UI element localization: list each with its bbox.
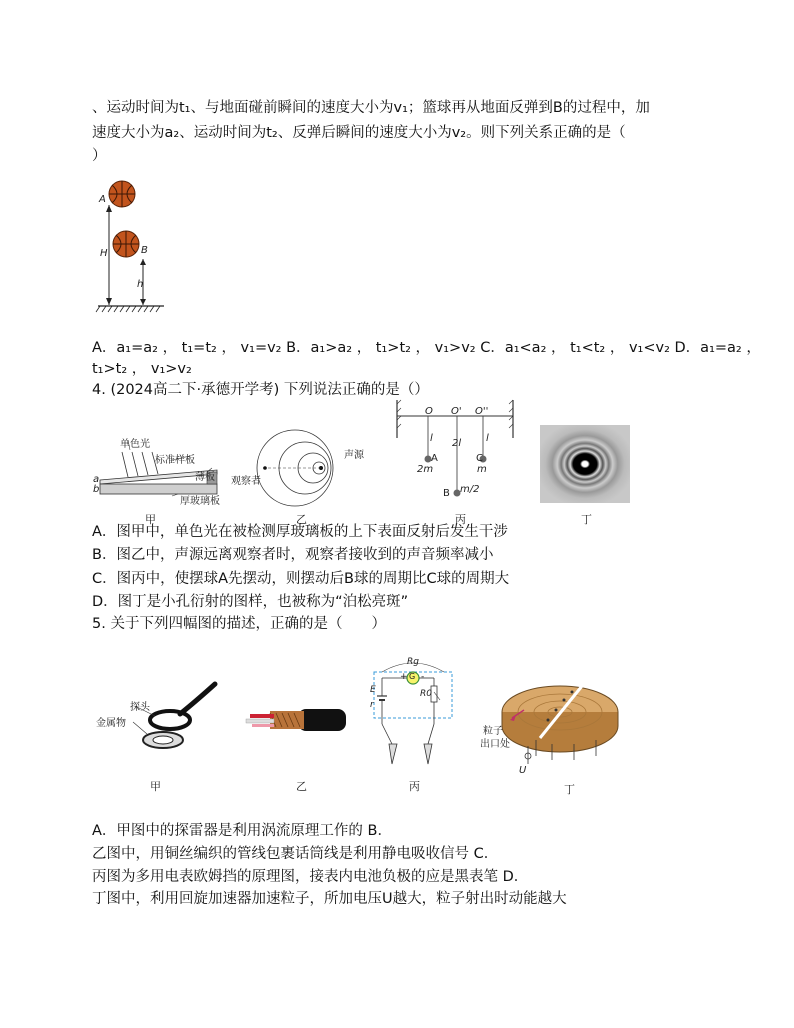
label-ball-B: B [443, 488, 450, 499]
q4-figure-yi [255, 428, 345, 508]
q5-caption-bing: 丙 [409, 780, 420, 793]
label-metal-object: 金属物 [96, 718, 126, 729]
label-O-double-prime: O'' [475, 406, 489, 417]
label-monochromatic-light: 单色光 [120, 439, 150, 450]
label-E: E [370, 685, 376, 695]
label-exit: 出口处 [480, 739, 510, 750]
label-U: U [519, 765, 527, 776]
observer-dot [263, 466, 267, 470]
label-l-left: l [430, 433, 433, 444]
label-2m: 2m [417, 464, 434, 475]
label-A: A [99, 194, 106, 205]
q5-caption-jia: 甲 [150, 780, 161, 793]
q5-figure-ding-cyclotron [478, 660, 628, 778]
label-m-half: m/2 [460, 484, 480, 495]
incident-light-rays [122, 452, 158, 477]
q4-option-D: D．图丁是小孔衍射的图样，也被称为“泊松亮斑” [92, 594, 409, 610]
label-ball-C: C [476, 453, 483, 464]
q3-line-3: ） [92, 148, 107, 164]
q4-stem: 4. (2024高二下·承德开学考) 下列说法正确的是（） [92, 382, 429, 398]
q5-line-1: A．甲图中的探雷器是利用涡流原理工作的 B． [92, 823, 392, 839]
q3-options-line-1: A．a₁=a₂ ， t₁=t₂ ， v₁=v₂ B．a₁>a₂ ， t₁>t₂ ， v₁>v₂ C．a₁<a₂ ， t₁<t₂ ， v₁<v₂ D．a₁=a₂ ， [92, 340, 761, 356]
label-R0: R0 [420, 689, 432, 699]
label-sound-source: 声源 [344, 450, 364, 461]
probe-right[interactable] [424, 744, 432, 764]
label-particle: 粒子 [483, 726, 503, 737]
label-a: a [93, 474, 100, 485]
label-l-right: l [486, 433, 489, 444]
q4-caption-yi: 乙 [296, 513, 307, 526]
label-minus: - [421, 672, 425, 682]
label-plus: + [400, 672, 408, 682]
q4-option-A: A．图甲中，单色光在被检测厚玻璃板的上下表面反射后发生干涉 [92, 524, 508, 540]
ball-at-B [113, 231, 139, 257]
q5-caption-ding: 丁 [564, 783, 575, 796]
q5-stem: 5. 关于下列四幅图的描述，正确的是（ ） [92, 616, 386, 632]
q3-options-line-2: t₁>t₂ ， v₁>v₂ [92, 361, 192, 377]
label-O-prime: O' [451, 406, 462, 417]
copper-braid [270, 711, 304, 729]
label-observer: 观察者 [231, 476, 261, 487]
q5-figure-yi-cable [240, 695, 350, 745]
q4-caption-ding: 丁 [581, 513, 592, 526]
label-thin-sheet: 薄板 [195, 472, 215, 483]
q3-line-1: 、运动时间为t₁、与地面碰前瞬间的速度大小为v₁；篮球再从地面反弹到B的过程中，加 [92, 100, 650, 116]
label-standard-plate: 标准样板 [155, 455, 195, 466]
label-Rg: Rg [407, 657, 419, 667]
q4-option-C: C．图丙中，使摆球A先摆动，则摆动后B球的周期比C球的周期大 [92, 571, 510, 587]
label-m: m [477, 464, 487, 475]
label-H: H [100, 248, 108, 259]
probe-left[interactable] [389, 744, 397, 764]
q4-figure-ding-diffraction [540, 425, 630, 503]
q5-line-4: 丁图中，利用回旋加速器加速粒子，所加电压U越大，粒子射出时动能越大 [92, 891, 567, 907]
q4-caption-bing: 丙 [455, 513, 466, 526]
label-thick-glass: 厚玻璃板 [180, 496, 220, 507]
q5-line-3: 丙图为多用电表欧姆挡的原理图，接表内电池负极的应是黑表笔 D． [92, 869, 529, 885]
label-h: h [137, 279, 144, 290]
label-G: G [409, 672, 416, 681]
label-probe: 探头 [130, 702, 150, 713]
q3-line-2: 速度大小为a₂、运动时间为t₂、反弹后瞬间的速度大小为v₂。则下列关系正确的是（ [92, 125, 626, 141]
q4-option-B: B．图乙中，声源远离观察者时，观察者接收到的声音频率减小 [92, 547, 494, 563]
label-r: r [370, 700, 374, 710]
outer-jacket [298, 709, 346, 731]
label-B: B [141, 245, 148, 256]
label-ball-A: A [431, 453, 438, 464]
label-O: O [425, 406, 433, 417]
q5-caption-yi: 乙 [296, 780, 307, 793]
q4-caption-jia: 甲 [145, 513, 156, 526]
ball-at-A [109, 181, 135, 207]
q5-line-2: 乙图中，用铜丝编织的管线包裹话筒线是利用静电吸收信号 C． [92, 846, 499, 862]
label-b: b [93, 484, 100, 495]
label-2l: 2l [452, 438, 462, 449]
